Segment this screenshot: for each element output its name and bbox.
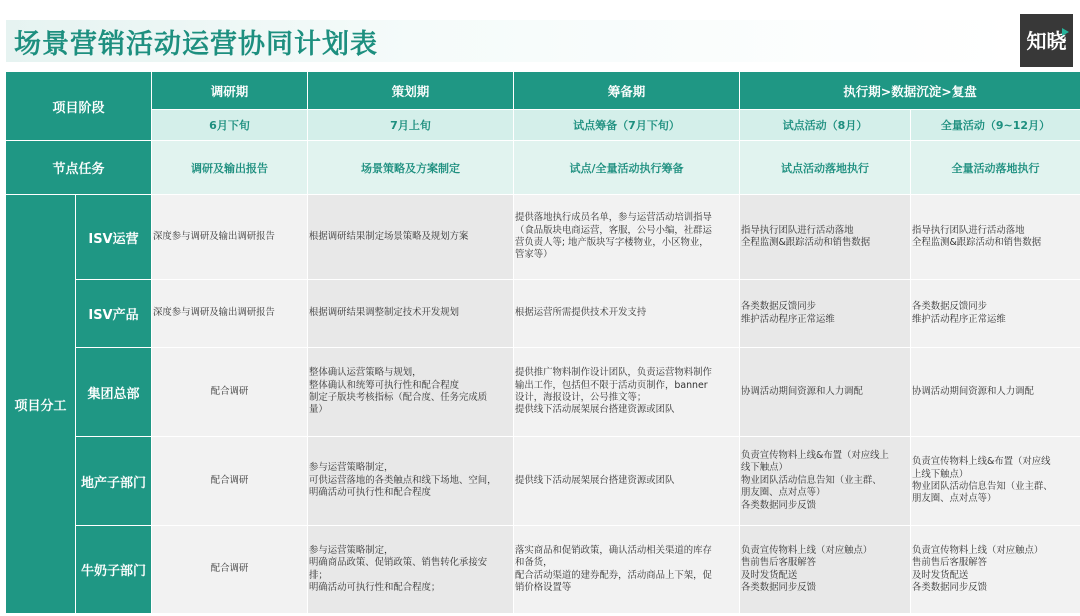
table-cell: 提供推广物料制作设计团队，负责运营物料制作 输出工作，包括但不限于活动页制作，banner 设计，海报设计，公号推文等； 提供线下活动展架展台搭建资源或团队	[514, 348, 739, 436]
division-label: 项目分工	[6, 195, 75, 613]
time-pilot: 试点活动（8月）	[740, 110, 910, 140]
phase-label: 项目阶段	[6, 72, 151, 140]
table-cell: 提供线下活动展架展台搭建资源或团队	[514, 437, 739, 525]
logo-text: 知晓	[1026, 29, 1067, 53]
table-cell: 协调活动期间资源和人力调配	[911, 348, 1080, 436]
table-cell: 深度参与调研及输出调研报告	[152, 280, 307, 347]
logo-arrow-icon	[1062, 28, 1069, 36]
table-cell: 参与运营策略制定， 明确商品政策、促销政策、销售转化承接安 排； 明确活动可执行性和配合程度；	[308, 526, 513, 613]
table-cell: 根据调研结果制定场景策略及规划方案	[308, 195, 513, 279]
table-cell: 负责宣传物料上线&布置（对应线 上线下触点） 物业团队活动信息告知（业主群、 朋友圈、点对点等）	[911, 437, 1080, 525]
table-cell: 深度参与调研及输出调研报告	[152, 195, 307, 279]
node-preparation: 试点/全量活动执行筹备	[514, 141, 739, 194]
plan-table	[6, 72, 1074, 606]
time-planning: 7月上旬	[308, 110, 513, 140]
table-cell: 根据调研结果调整制定技术开发规划	[308, 280, 513, 347]
team-isv-ops: ISV运营	[76, 195, 151, 279]
table-cell: 负责宣传物料上线（对应触点） 售前售后客服解答 及时发货配送 各类数据同步反馈	[740, 526, 910, 613]
node-pilot: 试点活动落地执行	[740, 141, 910, 194]
table-cell: 指导执行团队进行活动落地 全程监测&跟踪活动和销售数据	[911, 195, 1080, 279]
time-research: 6月下旬	[152, 110, 307, 140]
table-cell: 各类数据反馈同步 维护活动程序正常运维	[740, 280, 910, 347]
time-full: 全量活动（9~12月）	[911, 110, 1080, 140]
table-cell: 提供落地执行成员名单，参与运营活动培训指导 （食品版块电商运营，客服，公号小编，社群运 营负责人等; 地产版块写字楼物业，小区物业， 管家等）	[514, 195, 739, 279]
zhixiao-logo	[1020, 14, 1073, 67]
phase-execution: 执行期>数据沉淀>复盘	[740, 72, 1080, 109]
phase-research: 调研期	[152, 72, 307, 109]
table-cell: 整体确认运营策略与规划， 整体确认和统筹可执行性和配合程度 制定子版块考核指标（配合度、任务完成质 量）	[308, 348, 513, 436]
table-cell: 落实商品和促销政策，确认活动相关渠道的库存 和备货， 配合活动渠道的建券配券，活动商品上下架，促 销价格设置等	[514, 526, 739, 613]
table-cell: 协调活动期间资源和人力调配	[740, 348, 910, 436]
table-cell: 负责宣传物料上线（对应触点） 售前售后客服解答 及时发货配送 各类数据同步反馈	[911, 526, 1080, 613]
node-research: 调研及输出报告	[152, 141, 307, 194]
node-full: 全量活动落地执行	[911, 141, 1080, 194]
table-cell: 负责宣传物料上线&布置（对应线上 线下触点） 物业团队活动信息告知（业主群、 朋友圈、点对点等） 各类数据同步反馈	[740, 437, 910, 525]
team-real-estate: 地产子部门	[76, 437, 151, 525]
table-cell: 配合调研	[152, 348, 307, 436]
node-label: 节点任务	[6, 141, 151, 194]
team-group-hq: 集团总部	[76, 348, 151, 436]
time-pilot-prep: 试点筹备（7月下旬）	[514, 110, 739, 140]
phase-planning: 策划期	[308, 72, 513, 109]
table-cell: 根据运营所需提供技术开发支持	[514, 280, 739, 347]
page-title: 场景营销活动运营协同计划表	[14, 29, 378, 60]
table-cell: 配合调研	[152, 437, 307, 525]
node-planning: 场景策略及方案制定	[308, 141, 513, 194]
table-cell: 参与运营策略制定， 可供运营落地的各类触点和线下场地、空间， 明确活动可执行性和配合程度	[308, 437, 513, 525]
table-cell: 配合调研	[152, 526, 307, 613]
phase-preparation: 筹备期	[514, 72, 739, 109]
table-cell: 指导执行团队进行活动落地 全程监测&跟踪活动和销售数据	[740, 195, 910, 279]
team-isv-product: ISV产品	[76, 280, 151, 347]
table-cell: 各类数据反馈同步 维护活动程序正常运维	[911, 280, 1080, 347]
team-milk: 牛奶子部门	[76, 526, 151, 613]
